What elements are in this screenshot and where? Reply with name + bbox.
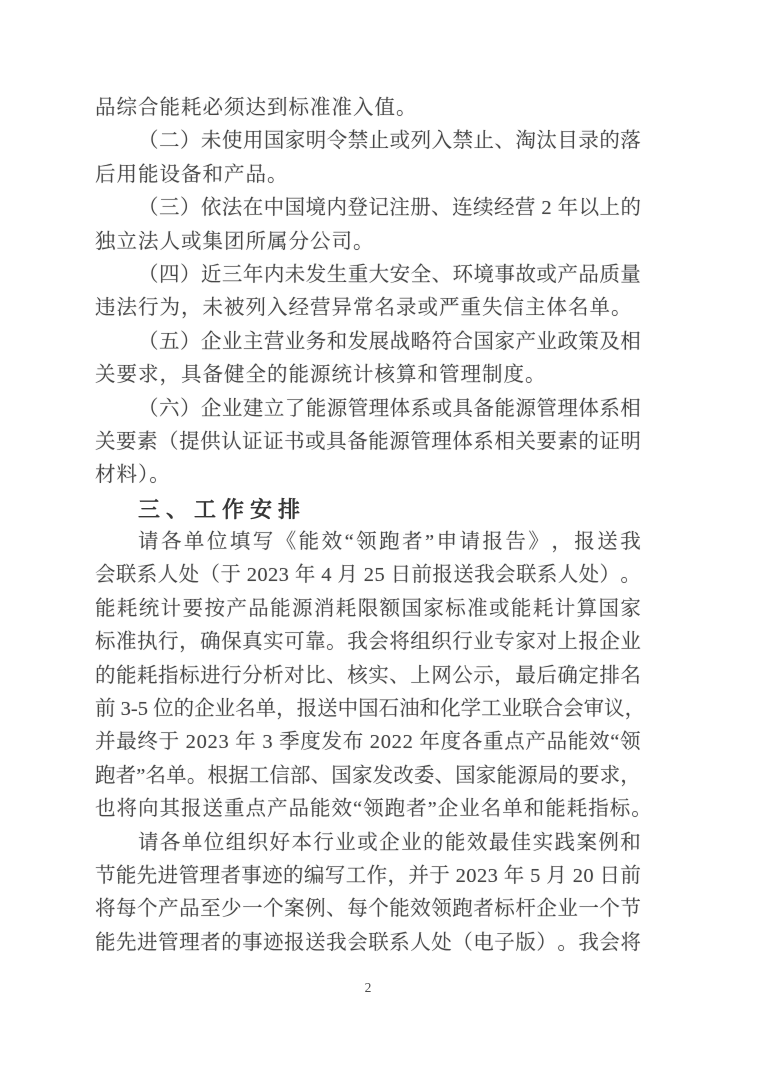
text-line: 将 每 个 产 品 至 少 一 个 案 例 、 每 个 能 效 领 跑 者 标 杆 企 业 一 个 节 — [95, 898, 641, 921]
text-line: 请 各 单 位 填 写 《 能 效 “ 领 跑 者 ” 申 请 报 告 》 ， 报 送 我 — [138, 531, 641, 554]
text-line: （ 四 ） 近 三 年 内 未 发 生 重 大 安 全 、 环 境 事 故 或 产 品 质 量 — [138, 263, 641, 286]
text-line: （ 五 ） 企 业 主 营 业 务 和 发 展 战 略 符 合 国 家 产 业 政 策 及 相 — [138, 330, 641, 353]
text-line: 标 准 执 行 ， 确 保 真 实 可 靠 。 我 会 将 组 织 行 业 专 家 对 上 报 企 业 — [95, 631, 641, 654]
text-line: 后用能设备和产品。 — [95, 163, 289, 186]
document-text-block — [95, 92, 653, 960]
text-line: 能 耗 统 计 要 按 产 品 能 源 消 耗 限 额 国 家 标 准 或 能 耗 计 算 国 家 — [95, 597, 641, 620]
text-line: 品综合能耗必须达到标准准入值。 — [95, 97, 418, 119]
page-number: 2 — [364, 980, 372, 995]
text-line: 能 先 进 管 理 者 的 事 迹 报 送 我 会 联 系 人 处 （ 电 子 版 ） 。 我 会 将 — [95, 931, 641, 954]
text-line: 前 3 - 5 位 的 企 业 名 单 ， 报 送 中 国 石 油 和 化 学 工 业 联 合 会 审 议 ， — [95, 698, 646, 721]
text-line: 违法行为，未被列入经营异常名录或严重失信主体名单。 — [95, 297, 633, 320]
text-line: 的 能 耗 指 标 进 行 分 析 对 比 、 核 实 、 上 网 公 示 ， 最 后 确 定 排 名 — [95, 664, 641, 687]
text-line: 请 各 单 位 组 织 好 本 行 业 或 企 业 的 能 效 最 佳 实 践 案 例 和 — [138, 831, 641, 854]
text-line: 节 能 先 进 管 理 者 事 迹 的 编 写 工 作 ， 并 于 2 0 2 3 年 5 月 2 0 日 前 — [95, 864, 641, 887]
text-line: 并 最 终 于 2 0 2 3 年 3 季 度 发 布 2 0 2 2 年 度 各 重 点 产 品 能 效 “ 领 — [95, 731, 641, 754]
text-line: （ 六 ） 企 业 建 立 了 能 源 管 理 体 系 或 具 备 能 源 管 理 体 系 相 — [138, 397, 641, 420]
text-line: 独立法人或集团所属分公司。 — [95, 230, 375, 253]
section-heading: 三、工作安排 — [138, 496, 307, 522]
text-line: 跑 者 ” 名 单 。 根 据 工 信 部 、 国 家 发 改 委 、 国 家 能 源 局 的 要 求 ， — [95, 764, 641, 787]
text-line: 材料）。 — [95, 464, 171, 487]
text-line: 会 联 系 人 处 （ 于 2 0 2 3 年 4 月 2 5 日 前 报 送 我 会 联 系 人 处 ） 。 — [95, 564, 641, 587]
text-line: 关要求，具备健全的能源统计核算和管理制度。 — [95, 364, 547, 387]
text-line: （ 二 ） 未 使 用 国 家 明 令 禁 止 或 列 入 禁 止 、 淘 汰 目 录 的 落 — [138, 130, 641, 153]
text-line: 也将向其报送重点产品能效“领跑者”企业名单和能耗指标。 — [95, 798, 653, 821]
text-line: 关 要 素 （ 提 供 认 证 证 书 或 具 备 能 源 管 理 体 系 相 关 要 素 的 证 明 — [95, 430, 641, 453]
text-line: （ 三 ） 依 法 在 中 国 境 内 登 记 注 册 、 连 续 经 营 2 年 以 上 的 — [138, 197, 641, 220]
